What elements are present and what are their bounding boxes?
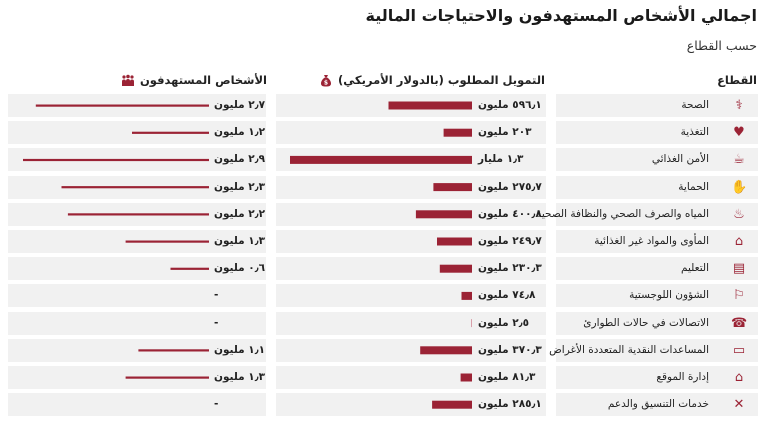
cash-icon: ▭ bbox=[732, 342, 746, 358]
row-band bbox=[556, 121, 758, 144]
protection-icon: ✋ bbox=[731, 179, 748, 195]
funding-value-label: ٧٤٫٨ مليون bbox=[478, 289, 536, 302]
sector-label: المياه والصرف الصحي والنظافة الصحية bbox=[536, 207, 709, 220]
funding-value-label: ٢٧٥٫٧ مليون bbox=[478, 180, 542, 193]
telecom-icon: ☎ bbox=[731, 315, 748, 331]
funding-value-label: ٣٧٠٫٣ مليون bbox=[478, 343, 542, 356]
funding-value-label: ٤٠٠٫٨ مليون bbox=[478, 207, 542, 220]
people-value-label: ٢٫٧ مليون bbox=[214, 99, 266, 111]
row-band bbox=[8, 312, 266, 335]
coordination-icon: ✕ bbox=[733, 397, 745, 413]
funding-value-label: ٢٫٥ مليون bbox=[478, 316, 530, 329]
sector-label: الاتصالات في حالات الطوارئ bbox=[583, 316, 709, 329]
people-value-label: - bbox=[214, 289, 219, 302]
funding-value-label: ١٫٣ مليار bbox=[478, 153, 524, 166]
header-people bbox=[121, 73, 267, 87]
funding-value-label: ٢٨٥٫١ مليون bbox=[478, 398, 542, 411]
row-band bbox=[556, 257, 758, 280]
sector-label: الأمن الغذائي bbox=[651, 153, 709, 166]
header-funding bbox=[319, 73, 545, 87]
health-icon: ⚕ bbox=[735, 98, 743, 113]
sector-label: التغذية bbox=[680, 126, 709, 139]
people-value-label: ٢٫٢ مليون bbox=[214, 207, 266, 220]
education-icon: ▤ bbox=[732, 261, 746, 277]
chart-subtitle: حسب القطاع bbox=[686, 38, 757, 53]
header-funding-label: التمويل المطلوب (بالدولار الأمريكي) bbox=[338, 73, 545, 87]
people-value-label: ٢٫٣ مليون bbox=[214, 180, 266, 193]
svg-text:$: $ bbox=[323, 79, 329, 86]
sector-label: المأوى والمواد غير الغذائية bbox=[594, 235, 709, 247]
shelter-icon: ⌂ bbox=[734, 234, 744, 249]
people-value-label: ١٫٣ مليون bbox=[214, 235, 266, 247]
wash-icon: ♨ bbox=[733, 206, 745, 222]
row-band bbox=[8, 284, 266, 307]
header-people-label: الأشخاص المستهدفون bbox=[139, 73, 267, 87]
sector-label: التعليم bbox=[681, 262, 709, 275]
funding-value-label: ٢٠٣ مليون bbox=[478, 126, 532, 139]
sector-label: الشؤون اللوجستية bbox=[629, 289, 709, 302]
row-band bbox=[556, 176, 758, 199]
funding-value-label: ٢٤٩٫٧ مليون bbox=[478, 235, 542, 247]
sector-label: الصحة bbox=[681, 99, 709, 111]
header-sector-label: القطاع bbox=[717, 73, 757, 87]
row-band bbox=[8, 393, 266, 416]
header-sector bbox=[717, 73, 757, 87]
money-bag-icon bbox=[319, 73, 333, 87]
sector-label: المساعدات النقدية المتعددة الأغراض bbox=[549, 343, 709, 356]
row-band bbox=[556, 94, 758, 117]
sector-label: إدارة الموقع bbox=[656, 371, 709, 383]
sector-label: الحماية bbox=[678, 180, 709, 193]
chart-title: اجمالي الأشخاص المستهدفون والاحتياجات المالية bbox=[365, 6, 757, 25]
people-value-label: - bbox=[214, 398, 219, 411]
people-value-label: ٠٫٦ مليون bbox=[214, 262, 266, 275]
funding-value-label: ٢٣٠٫٣ مليون bbox=[478, 262, 542, 275]
funding-value-label: ٥٩٦٫١ مليون bbox=[478, 99, 542, 111]
site-management-icon: ⌂ bbox=[734, 370, 744, 385]
people-value-label: ١٫٣ مليون bbox=[214, 371, 266, 383]
logistics-icon: ⚐ bbox=[733, 288, 745, 304]
nutrition-icon: ♥ bbox=[733, 125, 745, 141]
people-group-icon bbox=[121, 73, 135, 87]
people-value-label: ١٫٢ مليون bbox=[214, 126, 266, 139]
people-value-label: - bbox=[214, 316, 219, 329]
people-value-label: ١٫١ مليون bbox=[214, 343, 266, 356]
food-security-icon: ☕ bbox=[733, 152, 745, 168]
people-value-label: ٢٫٩ مليون bbox=[214, 153, 266, 166]
funding-value-label: ٨١٫٣ مليون bbox=[478, 371, 536, 383]
sector-label: خدمات التنسيق والدعم bbox=[607, 398, 709, 411]
